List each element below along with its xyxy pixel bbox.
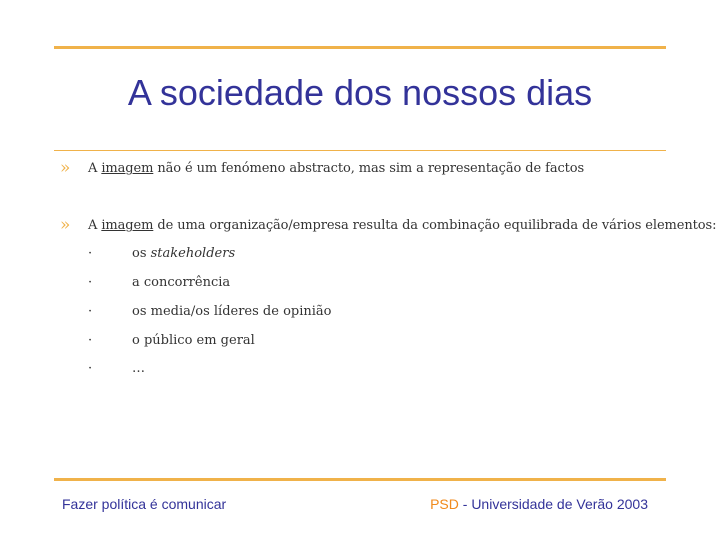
dot-bullet-icon: · xyxy=(88,333,93,348)
bullet-prefix: A xyxy=(88,161,102,176)
dot-bullet-icon: · xyxy=(88,246,93,261)
dot-bullet-icon: · xyxy=(88,304,93,319)
dot-bullet-icon: · xyxy=(88,275,93,290)
sub-item-text: … xyxy=(132,361,145,376)
bullet-keyword: imagem xyxy=(101,161,154,176)
bullet-keyword: imagem xyxy=(101,218,154,233)
bullet-text xyxy=(88,218,716,233)
bullet-text xyxy=(88,161,584,176)
footer-event xyxy=(430,496,648,512)
footer-divider xyxy=(54,478,666,481)
sub-item-text: a concorrência xyxy=(132,275,231,290)
sub-item-text: o público em geral xyxy=(132,333,255,348)
bullet-rest: de uma organização/empresa resulta da combinação equilibrada de vários elementos: xyxy=(153,218,717,233)
title-divider xyxy=(54,150,666,151)
chevron-bullet-icon: » xyxy=(60,215,71,235)
footer-event-text: - Universidade de Verão 2003 xyxy=(458,496,648,512)
bullet-prefix: A xyxy=(88,218,102,233)
sub-item-prefix: os xyxy=(132,246,151,261)
sub-item-text xyxy=(132,246,235,261)
footer-slogan: Fazer política é comunicar xyxy=(62,496,227,512)
sub-item-italic: stakeholders xyxy=(150,246,236,261)
dot-bullet-icon: · xyxy=(88,361,93,376)
top-divider xyxy=(54,46,666,49)
bullet-rest: não é um fenómeno abstracto, mas sim a representação de factos xyxy=(153,161,585,176)
chevron-bullet-icon: » xyxy=(60,158,71,178)
sub-item-text: os media/os líderes de opinião xyxy=(132,304,332,319)
slide-title: A sociedade dos nossos dias xyxy=(127,72,593,113)
footer-brand: PSD xyxy=(430,496,459,512)
